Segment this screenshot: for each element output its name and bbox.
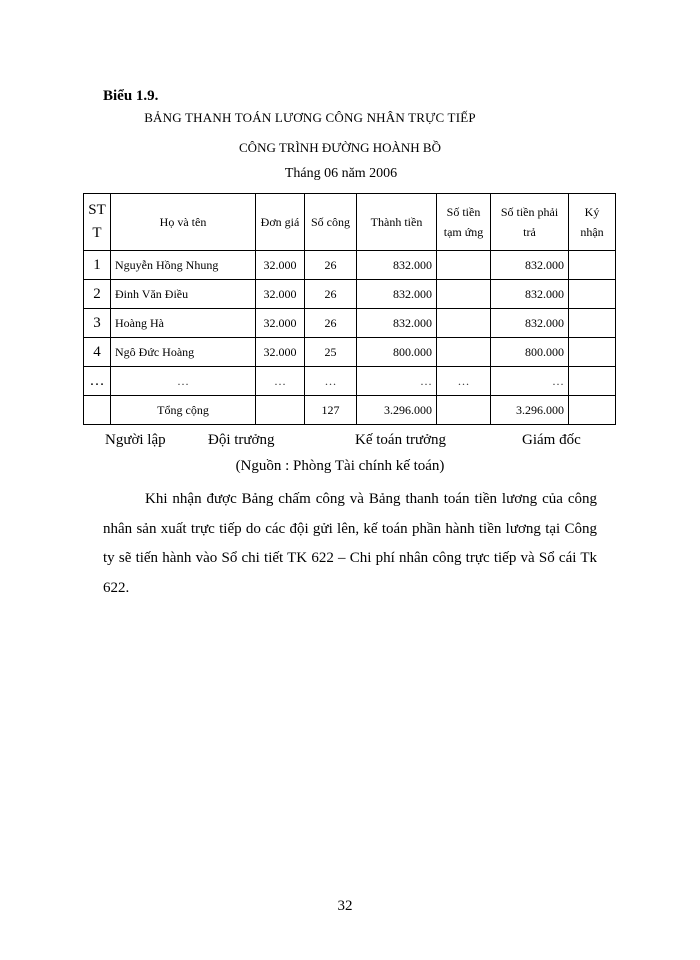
document-title-text: BẢNG THANH TOÁN LƯƠNG CÔNG NHÂN TRỰC TIẾP — [144, 110, 476, 125]
document-title — [0, 110, 700, 126]
cell-name: Hoàng Hà — [111, 309, 256, 338]
cell-stt: … — [84, 367, 111, 396]
col-header-amount: Thành tiền — [357, 194, 437, 251]
table-label: Biểu 1.9. — [103, 88, 159, 104]
cell-sign — [569, 280, 616, 309]
cell-name: … — [111, 367, 256, 396]
source-note-text: (Nguồn : Phòng Tài chính kế toán) — [235, 458, 445, 474]
cell-days: 25 — [305, 338, 357, 367]
cell-amount: 832.000 — [357, 309, 437, 338]
cell-rate — [256, 396, 305, 425]
page-number-text: 32 — [337, 898, 353, 914]
cell-stt: 1 — [84, 251, 111, 280]
signature-preparer: Người lập — [105, 432, 166, 448]
total-label: Tổng cộng — [111, 396, 256, 425]
total-amount: 3.296.000 — [357, 396, 437, 425]
document-subtitle-text: CÔNG TRÌNH ĐƯỜNG HOÀNH BỒ — [239, 140, 441, 155]
signature-chief-accountant: Kế toán trưởng — [355, 432, 447, 448]
col-header-stt: ST T — [84, 194, 111, 251]
cell-sign — [569, 251, 616, 280]
cell-sign — [569, 338, 616, 367]
cell-payable: 832.000 — [491, 251, 569, 280]
cell-name: Ngô Đức Hoàng — [111, 338, 256, 367]
cell-payable: … — [491, 367, 569, 396]
source-note — [0, 458, 700, 475]
cell-advance — [437, 251, 491, 280]
cell-rate: 32.000 — [256, 338, 305, 367]
table-row — [84, 309, 616, 338]
cell-advance — [437, 280, 491, 309]
payroll-table — [83, 193, 616, 425]
document-subtitle — [0, 140, 700, 156]
col-header-rate: Đơn giá — [256, 194, 305, 251]
page-number — [0, 898, 700, 915]
cell-payable: 800.000 — [491, 338, 569, 367]
cell-days: 26 — [305, 280, 357, 309]
cell-amount: 800.000 — [357, 338, 437, 367]
cell-sign — [569, 309, 616, 338]
cell-advance: … — [437, 367, 491, 396]
body-paragraph-text: Khi nhận được Bảng chấm công và Bảng thanh toán tiền lương của công nhân sản xuất trực tiếp do các đội gửi lên, kế toán phần hành tiền lương tại Công ty sẽ tiến hành vào Sổ chi tiết TK 622 – Chi phí nhân công trực tiếp và Sổ cái Tk 622. — [103, 491, 597, 596]
total-payable: 3.296.000 — [491, 396, 569, 425]
cell-rate: 32.000 — [256, 280, 305, 309]
cell-advance — [437, 338, 491, 367]
cell-name: Đinh Văn Điều — [111, 280, 256, 309]
cell-stt: 4 — [84, 338, 111, 367]
cell-payable: 832.000 — [491, 309, 569, 338]
col-header-days: Số công — [305, 194, 357, 251]
signature-team-leader: Đội trưởng — [208, 432, 275, 448]
col-header-payable: Số tiền phải trả — [491, 194, 569, 251]
cell-sign — [569, 396, 616, 425]
cell-name: Nguyễn Hồng Nhung — [111, 251, 256, 280]
cell-rate: 32.000 — [256, 309, 305, 338]
body-paragraph — [103, 485, 597, 603]
col-header-advance: Số tiền tạm ứng — [437, 194, 491, 251]
table-header-row — [84, 194, 616, 251]
table-total-row — [84, 396, 616, 425]
cell-stt: 3 — [84, 309, 111, 338]
document-period — [0, 166, 700, 182]
cell-days: … — [305, 367, 357, 396]
cell-days: 26 — [305, 251, 357, 280]
table-row-ellipsis — [84, 367, 616, 396]
col-header-name: Họ và tên — [111, 194, 256, 251]
cell-advance — [437, 309, 491, 338]
table-row — [84, 280, 616, 309]
cell-amount: 832.000 — [357, 280, 437, 309]
cell-stt — [84, 396, 111, 425]
signature-director: Giám đốc — [522, 432, 581, 448]
total-days: 127 — [305, 396, 357, 425]
cell-rate: 32.000 — [256, 251, 305, 280]
cell-amount: 832.000 — [357, 251, 437, 280]
document-period-text: Tháng 06 năm 2006 — [284, 166, 398, 181]
table-row — [84, 338, 616, 367]
cell-payable: 832.000 — [491, 280, 569, 309]
cell-days: 26 — [305, 309, 357, 338]
cell-advance — [437, 396, 491, 425]
cell-rate: … — [256, 367, 305, 396]
cell-amount: … — [357, 367, 437, 396]
col-header-sign: Ký nhận — [569, 194, 616, 251]
table-row — [84, 251, 616, 280]
cell-sign — [569, 367, 616, 396]
cell-stt: 2 — [84, 280, 111, 309]
